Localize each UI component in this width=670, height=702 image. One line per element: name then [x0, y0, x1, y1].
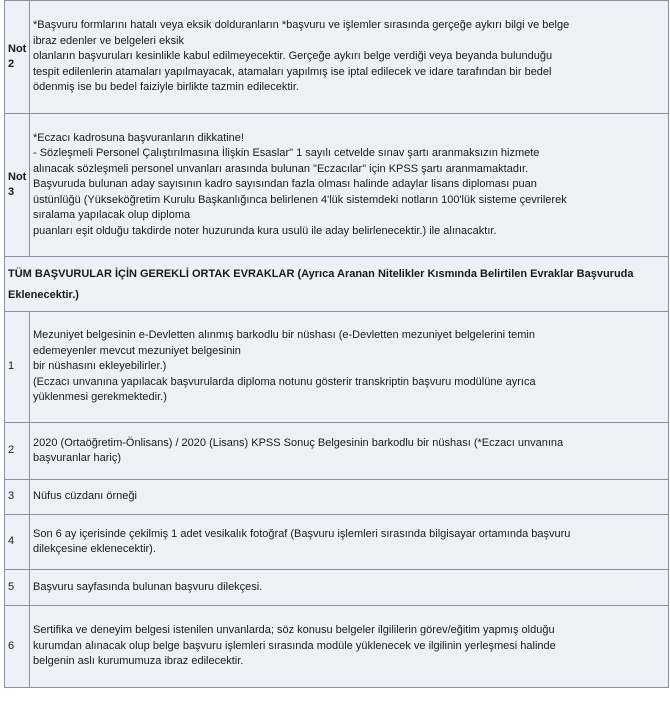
- note-label: Not 3: [5, 114, 30, 257]
- requirements-table: [4, 0, 669, 688]
- document-text: Sertifika ve deneyim belgesi istenilen unvanlarda; söz konusu belgeler ilgililerin görev/eğitim yapmış olduğu kurumdan alınacak olup belge başvuru işlemleri sırasında modüle yüklenecek ve ilgilinin yerleşmesi halinde belgenin aslı kurumumuza ibraz edilecektir.: [30, 606, 669, 688]
- document-number: 1: [5, 312, 30, 423]
- document-text: Son 6 ay içerisinde çekilmiş 1 adet vesikalık fotoğraf (Başvuru işlemleri sırasında bilgisayar ortamında başvuru dilekçesine eklenecektir).: [30, 515, 669, 570]
- document-number: 4: [5, 515, 30, 570]
- document-row: [5, 570, 669, 606]
- note-row: [5, 114, 669, 257]
- document-row: [5, 606, 669, 688]
- document-row: [5, 312, 669, 423]
- document-row: [5, 480, 669, 515]
- document-row: [5, 423, 669, 480]
- document-text: 2020 (Ortaöğretim-Önlisans) / 2020 (Lisans) KPSS Sonuç Belgesinin barkodlu bir nüshası (*Eczacı unvanına başvuranlar hariç): [30, 423, 669, 480]
- document-text: Mezuniyet belgesinin e-Devletten alınmış barkodlu bir nüshası (e-Devletten mezuniyet belgelerini temin edemeyenler mevcut mezuniyet belgesinin bir nüshasını ekleyebilirler.) (Eczacı unvanına yapılacak başvurularda diploma notunu gösterir transkriptin başvuru modülüne ayrıca yüklenmesi gerekmektedir.): [30, 312, 669, 423]
- note-text: *Başvuru formlarını hatalı veya eksik dolduranların *başvuru ve işlemler sırasında gerçeğe aykırı bilgi ve belge ibraz edenler ve belgeleri eksik olanların başvuruları kesinlikle kabul edilmeyecektir. Gerçeğe aykırı belge verdiği veya beyanda bulunduğu tespit edilenlerin atamaları yapılmayacak, atamaları yapılmış ise iptal edilecek ve idare tarafından bir bedel ödenmiş ise bu bedel faiziyle birlikte tazmin edilecektir.: [30, 1, 669, 114]
- section-header-row: [5, 257, 669, 312]
- note-row: [5, 1, 669, 114]
- note-label: Not 2: [5, 1, 30, 114]
- document-row: [5, 515, 669, 570]
- document-number: 5: [5, 570, 30, 606]
- note-text: *Eczacı kadrosuna başvuranların dikkatine! - Sözleşmeli Personel Çalıştırılmasına İlişkin Esaslar" 1 sayılı cetvelde sınav şartı aranmaksızın hizmete alınacak sözleşmeli personel unvanları arasında bulunan "Eczacılar" için KPSS şartı aranmamaktadır. Başvuruda bulunan aday sayısının kadro sayısından fazla olması halinde adaylar lisans diploması puan üstünlüğü (Yükseköğretim Kurulu Başkanlığınca belirlenen 4'lük sistemdeki notların 100'lük sisteme çevrilerek sıralama yapılacak olup diploma puanları eşit olduğu takdirde noter huzurunda kura usulü ile aday belirlenecektir.) ile alınacaktır.: [30, 114, 669, 257]
- section-header: TÜM BAŞVURULAR İÇİN GEREKLİ ORTAK EVRAKLAR (Ayrıca Aranan Nitelikler Kısmında Belirtilen Evraklar Başvuruda Eklenecektir.): [5, 257, 669, 312]
- document-number: 2: [5, 423, 30, 480]
- document-text: Başvuru sayfasında bulunan başvuru dilekçesi.: [30, 570, 669, 606]
- document-text: Nüfus cüzdanı örneği: [30, 480, 669, 515]
- document-number: 3: [5, 480, 30, 515]
- document-number: 6: [5, 606, 30, 688]
